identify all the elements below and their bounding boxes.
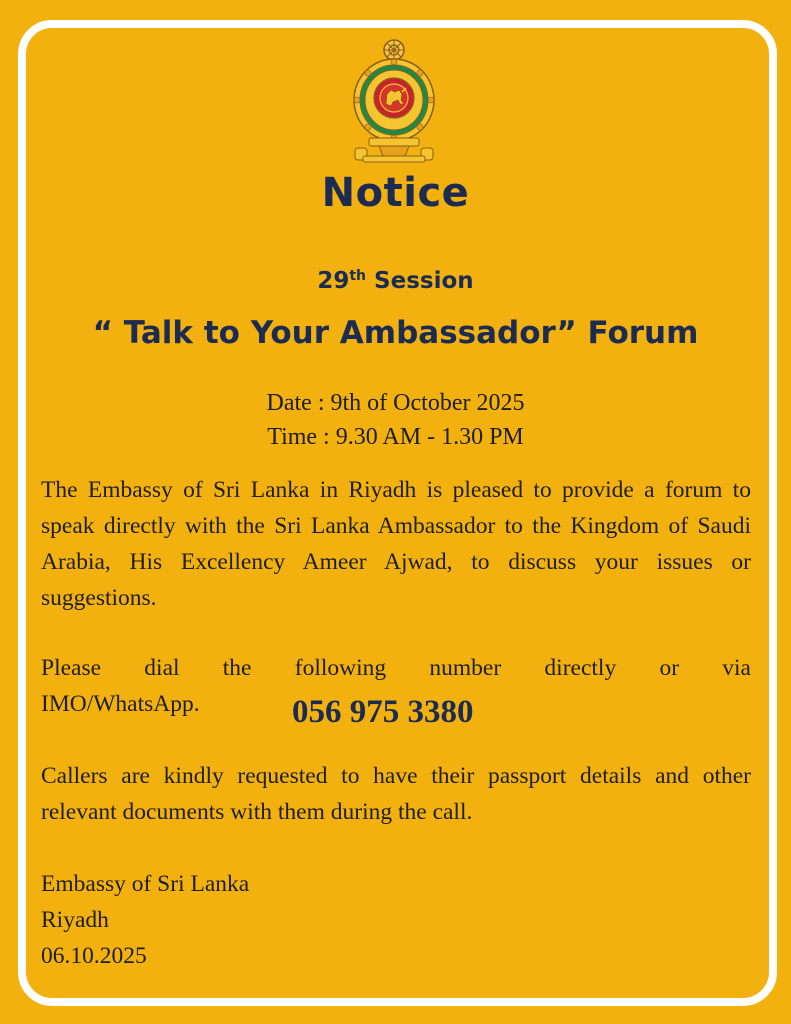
dial-instruction-line-2: IMO/WhatsApp. (41, 691, 200, 717)
phone-number[interactable]: 056 975 3380 (292, 694, 474, 730)
event-date: Date : 9th of October 2025 (266, 390, 525, 416)
event-time: Time : 9.30 AM - 1.30 PM (267, 424, 524, 450)
session-number: 29 (317, 268, 350, 294)
intro-paragraph: The Embassy of Sri Lanka in Riyadh is pleased to provide a forum to speak directly with the Sri Lanka Ambassador to the Kingdom of Saudi Arabia, His Excellency Ameer Ajwad, to discuss your issues or suggestions. (41, 477, 751, 611)
signature-org: Embassy of Sri Lanka (41, 871, 250, 897)
sri-lanka-emblem-icon (349, 38, 439, 164)
signature-date: 06.10.2025 (41, 943, 147, 969)
callers-paragraph: Callers are kindly requested to have their passport details and other relevant documents with them during the call. (41, 763, 751, 825)
event-schedule (0, 386, 791, 454)
signature-block (41, 866, 249, 974)
signature-city: Riyadh (41, 907, 109, 933)
forum-title: “ Talk to Your Ambassador” Forum (92, 315, 699, 351)
dial-instruction-line-1: Please dial the following number directly or via (41, 655, 751, 681)
session-heading (0, 268, 791, 294)
notice-title: Notice (321, 170, 470, 216)
session-word: Session (374, 268, 474, 294)
session-suffix: th (349, 268, 367, 284)
